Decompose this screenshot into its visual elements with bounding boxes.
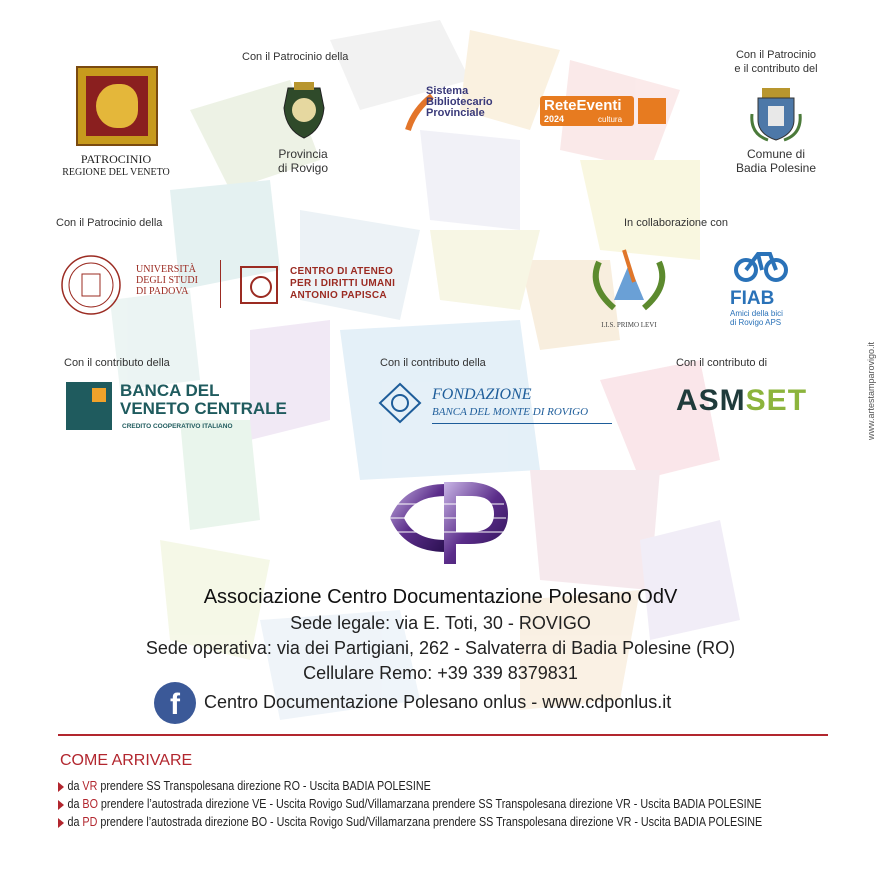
badia-caption2: e il contributo del	[734, 63, 818, 75]
triangle-arrow-icon	[58, 818, 64, 828]
asmset-logo	[676, 384, 807, 418]
unipd-line1: UNIVERSITÀ	[136, 264, 196, 275]
provincia-rovigo-logo	[260, 80, 346, 175]
sistema-bibliotecario-logo	[404, 86, 500, 136]
sede-legale: Sede legale: via E. Toti, 30 - ROVIGO	[290, 613, 591, 633]
fondazione-emblem-icon	[378, 382, 422, 424]
fondazione-line1: FONDAZIONE	[432, 386, 532, 403]
direction-row	[58, 779, 431, 793]
sistema-line1: Sistema	[426, 85, 469, 97]
unipd-seal-icon	[60, 254, 122, 316]
fondazione-caption: Con il contributo della	[380, 357, 486, 369]
fiab-sub1: Amici della bici	[730, 309, 783, 318]
cellulare: Cellulare Remo: +39 339 8379831	[303, 663, 578, 683]
badia-crest-icon	[748, 84, 804, 142]
direction-text: prendere l’autostrada direzione VE - Uscita Rovigo Sud/Villamarzana prendere SS Transpolesana direzione VR - Uscita BADIA POLESINE	[97, 797, 762, 811]
rovigo-crest-icon	[274, 80, 334, 142]
reteventi-name: ReteEventi	[544, 97, 622, 114]
primo-levi-logo	[584, 242, 678, 332]
logo-divider	[220, 260, 221, 308]
side-text: www.artestamparovigo.it	[866, 341, 876, 440]
bcv-sub: CREDITO COOPERATIVO ITALIANO	[122, 423, 233, 430]
sistema-line3: Provinciale	[426, 107, 485, 119]
cda-line2: PER I DIRITTI UMANI	[290, 278, 396, 289]
bcv-logo	[66, 382, 316, 434]
direction-row	[58, 797, 762, 811]
rovigo-line1: Provincia	[278, 147, 328, 161]
fiab-name: FIAB	[730, 288, 775, 309]
direction-row	[58, 815, 762, 829]
direction-da: da	[67, 815, 83, 829]
direction-da: da	[67, 797, 83, 811]
unipd-logo	[60, 252, 420, 322]
facebook-icon[interactable]: f	[154, 682, 196, 724]
fiab-sub2: di Rovigo APS	[730, 318, 782, 327]
bcv-square-icon	[66, 382, 112, 430]
association-title: Associazione Centro Documentazione Polesano OdV	[203, 586, 678, 608]
veneto-line2: REGIONE DEL VENETO	[62, 167, 170, 178]
cda-line1: CENTRO DI ATENEO	[290, 266, 394, 277]
cda-line3: ANTONIO PAPISCA	[290, 290, 387, 301]
fiab-logo	[730, 242, 800, 332]
bcv-caption: Con il contributo della	[64, 357, 170, 369]
reteventi-year: 2024	[544, 114, 565, 124]
veneto-line1: PATROCINIO	[80, 152, 152, 166]
bcv-line2: VENETO CENTRALE	[120, 399, 287, 418]
fondazione-underline	[432, 423, 612, 424]
reteventi-sub: cultura	[598, 115, 623, 124]
lion-crest-icon	[76, 66, 158, 146]
laurel-wreath-icon	[584, 242, 674, 316]
direction-text: prendere SS Transpolesana direzione RO - Uscita BADIA POLESINE	[97, 779, 431, 793]
rovigo-line2: di Rovigo	[277, 161, 329, 175]
reteventi-side-badge	[638, 98, 666, 124]
cdp-logo-icon	[384, 478, 512, 566]
padova-caption: Con il Patrocinio della	[56, 217, 163, 229]
rovigo-province-caption: Con il Patrocinio della	[242, 51, 349, 63]
triangle-arrow-icon	[58, 800, 64, 810]
asmset-caption: Con il contributo di	[676, 357, 768, 369]
badia-line1: Comune di	[746, 147, 806, 161]
badia-caption1: Con il Patrocinio	[735, 49, 817, 61]
asmset-part2: SET	[745, 384, 808, 417]
direction-da: da	[67, 779, 83, 793]
fondazione-logo	[378, 382, 614, 428]
unipd-line3: DI PADOVA	[136, 286, 189, 297]
directions-heading: COME ARRIVARE	[60, 752, 193, 769]
reteventi-logo	[540, 96, 670, 128]
direction-text: prendere l’autostrada direzione BO - Uscita Rovigo Sud/Villamarzana prendere SS Transpolesana direzione VR - Uscita BADIA POLESINE	[97, 815, 763, 829]
fondazione-line2: BANCA DEL MONTE DI ROVIGO	[432, 406, 589, 418]
bcv-line1: BANCA DEL	[120, 381, 220, 400]
unipd-line2: DEGLI STUDI	[136, 275, 198, 286]
direction-code: VR	[82, 779, 98, 793]
cda-square-icon	[240, 266, 278, 304]
section-divider	[58, 734, 828, 736]
facebook-text[interactable]: Centro Documentazione Polesano onlus - www.cdponlus.it	[204, 692, 672, 712]
asmset-part1: ASM	[676, 384, 746, 417]
badia-line2: Badia Polesine	[735, 161, 817, 175]
collab-caption: In collaborazione con	[624, 217, 728, 229]
bicycle-icon	[732, 242, 790, 284]
primo-levi-label: I.I.S. PRIMO LEVI	[601, 321, 657, 329]
sede-operativa: Sede operativa: via dei Partigiani, 262 - Salvaterra di Badia Polesine (RO)	[145, 638, 736, 658]
badia-polesine-logo	[730, 84, 822, 175]
direction-code: BO	[82, 797, 98, 811]
triangle-arrow-icon	[58, 782, 64, 792]
sistema-line2: Bibliotecario	[426, 96, 493, 108]
direction-code: PD	[82, 815, 98, 829]
regione-veneto-logo	[58, 66, 178, 178]
